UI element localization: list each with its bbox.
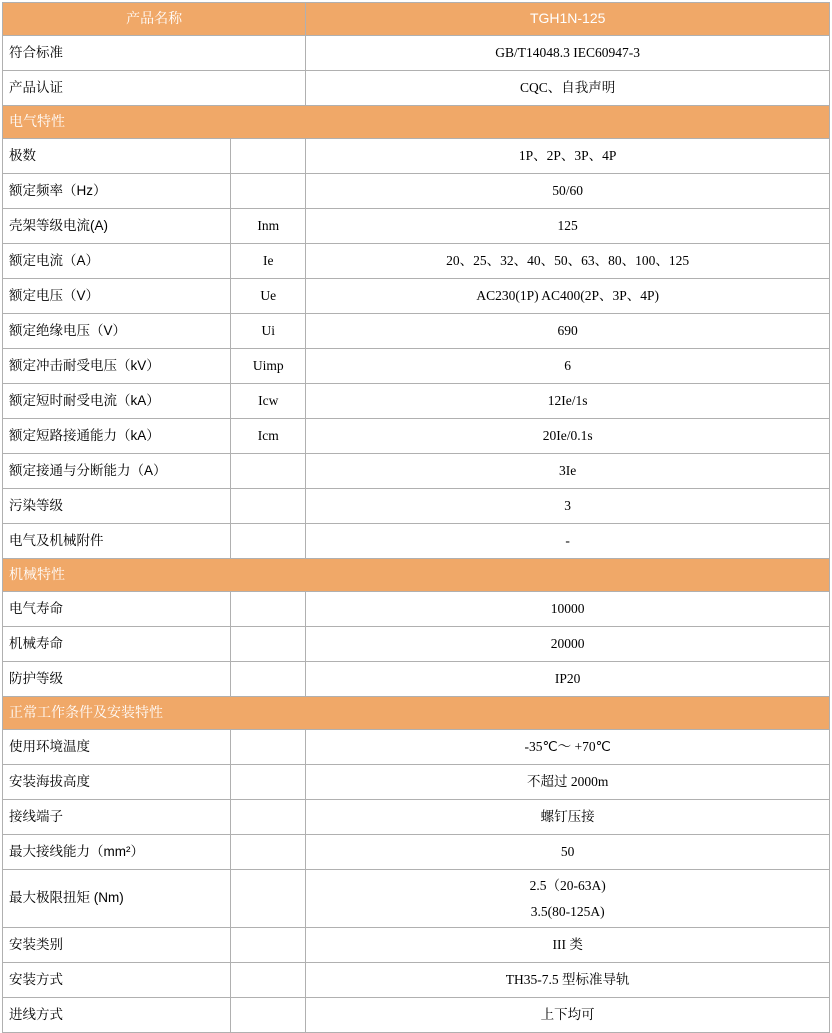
row-symbol <box>231 454 306 489</box>
section-header-electrical <box>3 106 830 139</box>
row-label: 额定电压（V） <box>3 279 231 314</box>
row-value: 50 <box>306 835 830 870</box>
table-header-row <box>3 3 830 36</box>
row-value: 20Ie/0.1s <box>306 419 830 454</box>
row-symbol <box>231 800 306 835</box>
section-header-operating-conditions <box>3 697 830 730</box>
row-value: 10000 <box>306 592 830 627</box>
row-symbol <box>231 870 306 928</box>
row-label: 最大极限扭矩 (Nm) <box>3 870 231 928</box>
row-symbol <box>231 592 306 627</box>
row-label: 机械寿命 <box>3 627 231 662</box>
row-label: 安装类别 <box>3 928 231 963</box>
table-row <box>3 928 830 963</box>
row-symbol <box>231 627 306 662</box>
row-label: 额定短路接通能力（kA） <box>3 419 231 454</box>
row-symbol: Inm <box>231 209 306 244</box>
row-label: 安装海拔高度 <box>3 765 231 800</box>
row-label: 壳架等级电流(A) <box>3 209 231 244</box>
row-label: 电气及机械附件 <box>3 524 231 559</box>
row-label: 额定频率（Hz） <box>3 174 231 209</box>
row-symbol: Icw <box>231 384 306 419</box>
row-symbol <box>231 139 306 174</box>
row-label: 污染等级 <box>3 489 231 524</box>
section-header-mechanical <box>3 559 830 592</box>
table-row <box>3 419 830 454</box>
row-symbol: Ui <box>231 314 306 349</box>
row-value: -35℃～ +70℃ <box>306 730 830 765</box>
row-value: 1P、2P、3P、4P <box>306 139 830 174</box>
table-row <box>3 71 830 106</box>
row-symbol <box>231 489 306 524</box>
row-label: 额定电流（A） <box>3 244 231 279</box>
row-value: 3Ie <box>306 454 830 489</box>
row-label: 电气寿命 <box>3 592 231 627</box>
table-row <box>3 662 830 697</box>
row-label: 极数 <box>3 139 231 174</box>
torque-value-line2: 3.5(80-125A) <box>530 903 605 919</box>
row-value: CQC、自我声明 <box>306 71 830 106</box>
row-value: TH35-7.5 型标准导轨 <box>306 963 830 998</box>
row-symbol <box>231 835 306 870</box>
table-row-torque <box>3 870 830 928</box>
row-value: 3 <box>306 489 830 524</box>
row-symbol <box>231 765 306 800</box>
section-title: 电气特性 <box>3 106 830 139</box>
row-value <box>306 870 830 928</box>
row-symbol <box>231 928 306 963</box>
row-label: 额定接通与分断能力（A） <box>3 454 231 489</box>
row-symbol <box>231 174 306 209</box>
product-name-value: TGH1N-125 <box>306 3 830 36</box>
table-row <box>3 592 830 627</box>
row-symbol <box>231 524 306 559</box>
row-label: 产品认证 <box>3 71 306 106</box>
row-value: 不超过 2000m <box>306 765 830 800</box>
row-label: 接线端子 <box>3 800 231 835</box>
row-symbol <box>231 998 306 1033</box>
table-row <box>3 800 830 835</box>
table-row <box>3 139 830 174</box>
row-label: 额定冲击耐受电压（kV） <box>3 349 231 384</box>
table-row <box>3 765 830 800</box>
row-value: IP20 <box>306 662 830 697</box>
row-symbol <box>231 963 306 998</box>
row-value: - <box>306 524 830 559</box>
row-value: 125 <box>306 209 830 244</box>
table-row <box>3 835 830 870</box>
row-label: 最大接线能力（mm²） <box>3 835 231 870</box>
row-value: 690 <box>306 314 830 349</box>
table-row <box>3 524 830 559</box>
row-label: 使用环境温度 <box>3 730 231 765</box>
row-label: 额定绝缘电压（V） <box>3 314 231 349</box>
table-row <box>3 384 830 419</box>
row-label: 进线方式 <box>3 998 231 1033</box>
row-symbol: Icm <box>231 419 306 454</box>
row-label: 安装方式 <box>3 963 231 998</box>
row-value: 20000 <box>306 627 830 662</box>
row-symbol <box>231 730 306 765</box>
table-row <box>3 454 830 489</box>
table-row <box>3 244 830 279</box>
row-label: 符合标准 <box>3 36 306 71</box>
row-value: 20、25、32、40、50、63、80、100、125 <box>306 244 830 279</box>
product-name-label: 产品名称 <box>3 3 306 36</box>
table-row <box>3 209 830 244</box>
row-value: AC230(1P) AC400(2P、3P、4P) <box>306 279 830 314</box>
row-value: 螺钉压接 <box>306 800 830 835</box>
torque-value-line1: 2.5（20-63A) <box>529 878 606 893</box>
table-row <box>3 314 830 349</box>
row-value: 50/60 <box>306 174 830 209</box>
table-row <box>3 627 830 662</box>
row-value: 上下均可 <box>306 998 830 1033</box>
table-row <box>3 279 830 314</box>
section-title: 正常工作条件及安装特性 <box>3 697 830 730</box>
table-row <box>3 174 830 209</box>
row-label: 额定短时耐受电流（kA） <box>3 384 231 419</box>
row-value: III 类 <box>306 928 830 963</box>
table-row <box>3 489 830 524</box>
row-symbol <box>231 662 306 697</box>
table-row <box>3 36 830 71</box>
table-row <box>3 998 830 1033</box>
table-row <box>3 349 830 384</box>
row-label: 防护等级 <box>3 662 231 697</box>
row-symbol: Ue <box>231 279 306 314</box>
row-symbol: Ie <box>231 244 306 279</box>
row-value: GB/T14048.3 IEC60947-3 <box>306 36 830 71</box>
section-title: 机械特性 <box>3 559 830 592</box>
product-specification-table <box>2 2 830 1033</box>
table-row <box>3 730 830 765</box>
row-value: 12Ie/1s <box>306 384 830 419</box>
row-symbol: Uimp <box>231 349 306 384</box>
table-row <box>3 963 830 998</box>
row-value: 6 <box>306 349 830 384</box>
